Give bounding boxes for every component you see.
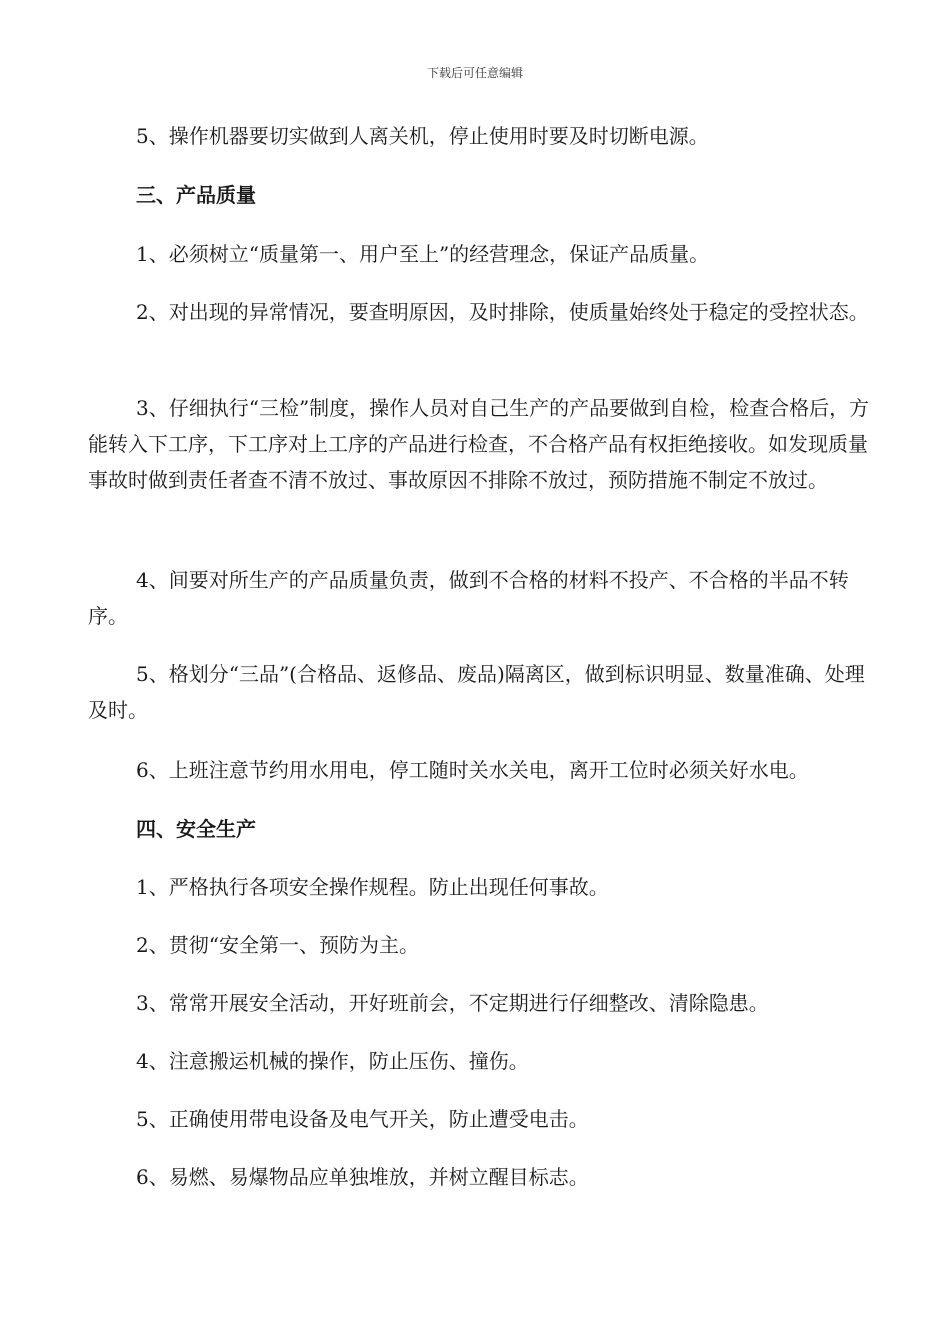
paragraph-safety-rules: 1、严格执行各项安全操作规程。防止出现任何事故。 xyxy=(136,875,609,899)
paragraph-flammables: 6、易燃、易爆物品应单独堆放，并树立醒目标志。 xyxy=(136,1165,589,1189)
paragraph-safety-activities: 3、常常开展安全活动，开好班前会，不定期进行仔细整改、清除隐患。 xyxy=(136,991,769,1015)
page-header: 下载后可任意编辑 xyxy=(426,66,523,80)
paragraph-electrical-safety: 5、正确使用带电设备及电气开关，防止遭受电击。 xyxy=(136,1107,589,1131)
paragraph-quality-concept: 1、必须树立“质量第一、用户至上”的经营理念，保证产品质量。 xyxy=(136,242,710,266)
paragraph-abnormal-handling: 2、对出现的异常情况，要查明原因，及时排除，使质量始终处于稳定的受控状态。 xyxy=(136,300,869,324)
section-heading-safety: 四、安全生产 xyxy=(136,817,256,841)
paragraph-three-products: 5、格划分“三品”(合格品、返修品、废品)隔离区，做到标识明显、数量准确、处理及时。 xyxy=(88,662,865,722)
paragraph-handling-machinery: 4、注意搬运机械的操作，防止压伤、撞伤。 xyxy=(136,1049,529,1073)
paragraph-three-checks: 3、仔细执行“三检”制度，操作人员对自己生产的产品要做到自检，检查合格后，方能转入下工序，下工序对上工序的产品进行检查，不合格产品有权拒绝接收。如发现质量事故时做到责任者查不清不放过、事故原因不排除不放过，预防措施不制定不放过。 xyxy=(88,396,870,492)
paragraph-save-utilities: 6、上班注意节约用水用电，停工随时关水关电，离开工位时必须关好水电。 xyxy=(136,758,809,782)
paragraph-power-off: 5、操作机器要切实做到人离关机，停止使用时要及时切断电源。 xyxy=(136,124,709,148)
paragraph-safety-first: 2、贯彻“安全第一、预防为主。 xyxy=(136,933,419,957)
section-heading-quality: 三、产品质量 xyxy=(136,183,256,207)
paragraph-quality-responsibility: 4、间要对所生产的产品质量负责，做到不合格的材料不投产、不合格的半品不转序。 xyxy=(88,568,849,628)
